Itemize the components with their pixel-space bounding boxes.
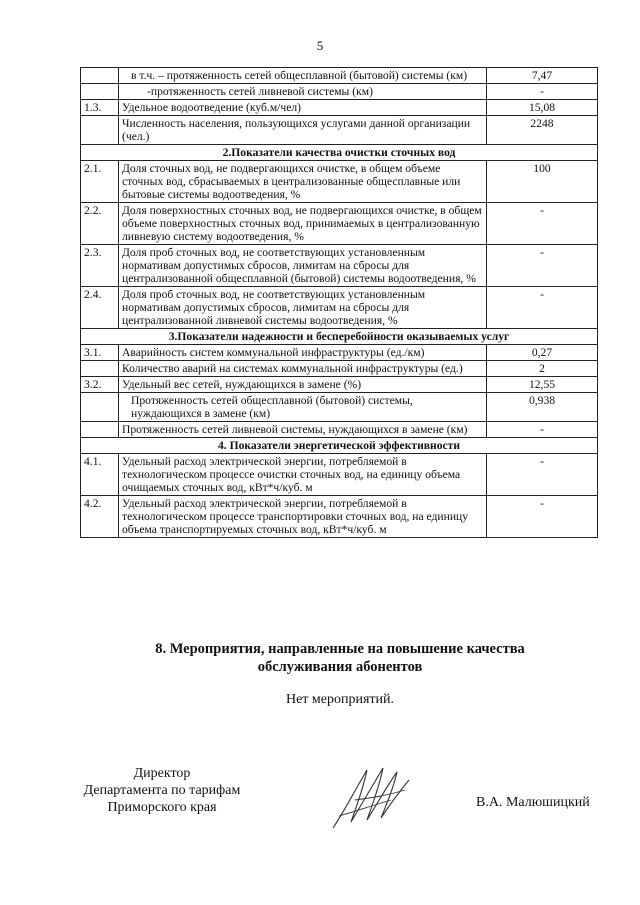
table-row (81, 203, 598, 245)
row-number (81, 84, 119, 100)
row-value: - (487, 422, 598, 438)
row-number (81, 361, 119, 377)
row-number: 2.1. (81, 161, 119, 203)
heading-line: обслуживания абонентов (257, 659, 423, 675)
row-text: Доля проб сточных вод, не соответствующих установленным нормативам допустимых сбросов, лимитам на сбросы для централизованной общесплавной (бытовой) системы водоотведения, % (119, 245, 487, 287)
row-text: Протяженность сетей ливневой системы, нуждающихся в замене (км) (119, 422, 487, 438)
table-row (81, 345, 598, 361)
indicators-table (80, 67, 598, 538)
row-number: 1.3. (81, 100, 119, 116)
table-row (81, 377, 598, 393)
row-value: - (487, 454, 598, 496)
signatory-title-line: Директор (133, 766, 191, 781)
row-value: - (487, 287, 598, 329)
row-text: Удельный вес сетей, нуждающихся в замене (%) (119, 377, 487, 393)
row-number (81, 393, 119, 422)
row-value: 2248 (487, 116, 598, 145)
row-value: - (487, 84, 598, 100)
row-number: 2.3. (81, 245, 119, 287)
row-value: - (487, 496, 598, 538)
signatory-name: В.А. Малюшицкий (476, 795, 590, 810)
row-text: Удельный расход электрической энергии, потребляемой в технологическом процессе очистки сточных вод, на единицу объема очищаемых сточных вод, кВт*ч/куб. м (119, 454, 487, 496)
signature-scribble (325, 760, 415, 835)
row-value: - (487, 245, 598, 287)
section-header-row (81, 145, 598, 161)
row-value: 15,08 (487, 100, 598, 116)
row-value: 0,938 (487, 393, 598, 422)
row-text: Количество аварий на системах коммунальной инфраструктуры (ед.) (119, 361, 487, 377)
section-title: 4. Показатели энергетической эффективности (81, 438, 598, 454)
row-number: 3.2. (81, 377, 119, 393)
row-text: Протяженность сетей общесплавной (бытовой) системы, нуждающихся в замене (км) (119, 393, 487, 422)
row-number: 2.2. (81, 203, 119, 245)
signatory-title-line: Приморского края (107, 800, 217, 815)
row-value: - (487, 203, 598, 245)
row-number: 4.1. (81, 454, 119, 496)
handwritten-signature (325, 760, 415, 840)
section-header-row (81, 438, 598, 454)
signatory-title-line: Департамента по тарифам (83, 783, 241, 798)
row-text: в т.ч. – протяженность сетей общесплавной (бытовой) системы (км) (119, 68, 487, 84)
row-text: Аварийность систем коммунальной инфраструктуры (ед./км) (119, 345, 487, 361)
table-row (81, 116, 598, 145)
table-row (81, 496, 598, 538)
row-value: 100 (487, 161, 598, 203)
row-number: 4.2. (81, 496, 119, 538)
row-number: 2.4. (81, 287, 119, 329)
no-measures-text: Нет мероприятий. (285, 692, 395, 707)
table-row (81, 422, 598, 438)
table-row (81, 287, 598, 329)
row-value: 12,55 (487, 377, 598, 393)
row-text: -протяженность сетей ливневой системы (км) (119, 84, 487, 100)
section-title: 3.Показатели надежности и бесперебойности оказываемых услуг (81, 329, 598, 345)
table-row (81, 361, 598, 377)
table-row (81, 68, 598, 84)
row-text: Доля проб сточных вод, не соответствующих установленным нормативам допустимых сбросов, лимитам на сбросы для централизованной ливневой системы водоотведения, % (119, 287, 487, 329)
section-title: 2.Показатели качества очистки сточных вод (81, 145, 598, 161)
row-number (81, 116, 119, 145)
row-text: Удельный расход электрической энергии, потребляемой в технологическом процессе транспортировки сточных вод, на единицу объема транспортируемых сточных вод, кВт*ч/куб. м (119, 496, 487, 538)
table-row (81, 100, 598, 116)
table-row (81, 84, 598, 100)
table-row (81, 161, 598, 203)
row-value: 7,47 (487, 68, 598, 84)
row-text: Доля поверхностных сточных вод, не подвергающихся очистке, в общем объеме поверхностных сточных вод, принимаемых в централизованную ливневую систему водоотведения, % (119, 203, 487, 245)
heading-line: 8. Мероприятия, направленные на повышение качества (155, 641, 525, 657)
row-text: Удельное водоотведение (куб.м/чел) (119, 100, 487, 116)
section-header-row (81, 329, 598, 345)
table-row (81, 245, 598, 287)
row-value: 0,27 (487, 345, 598, 361)
row-number: 3.1. (81, 345, 119, 361)
row-number (81, 422, 119, 438)
row-text: Доля сточных вод, не подвергающихся очистке, в общем объеме сточных вод, сбрасываемых в централизованные общесплавные или бытовые системы водоотведения, % (119, 161, 487, 203)
page-number: 5 (316, 38, 324, 53)
row-number (81, 68, 119, 84)
table-row (81, 393, 598, 422)
section-8-heading (0, 640, 640, 676)
row-value: 2 (487, 361, 598, 377)
table-row (81, 454, 598, 496)
signatory-title (62, 765, 262, 816)
row-text: Численность населения, пользующихся услугами данной организации (чел.) (119, 116, 487, 145)
